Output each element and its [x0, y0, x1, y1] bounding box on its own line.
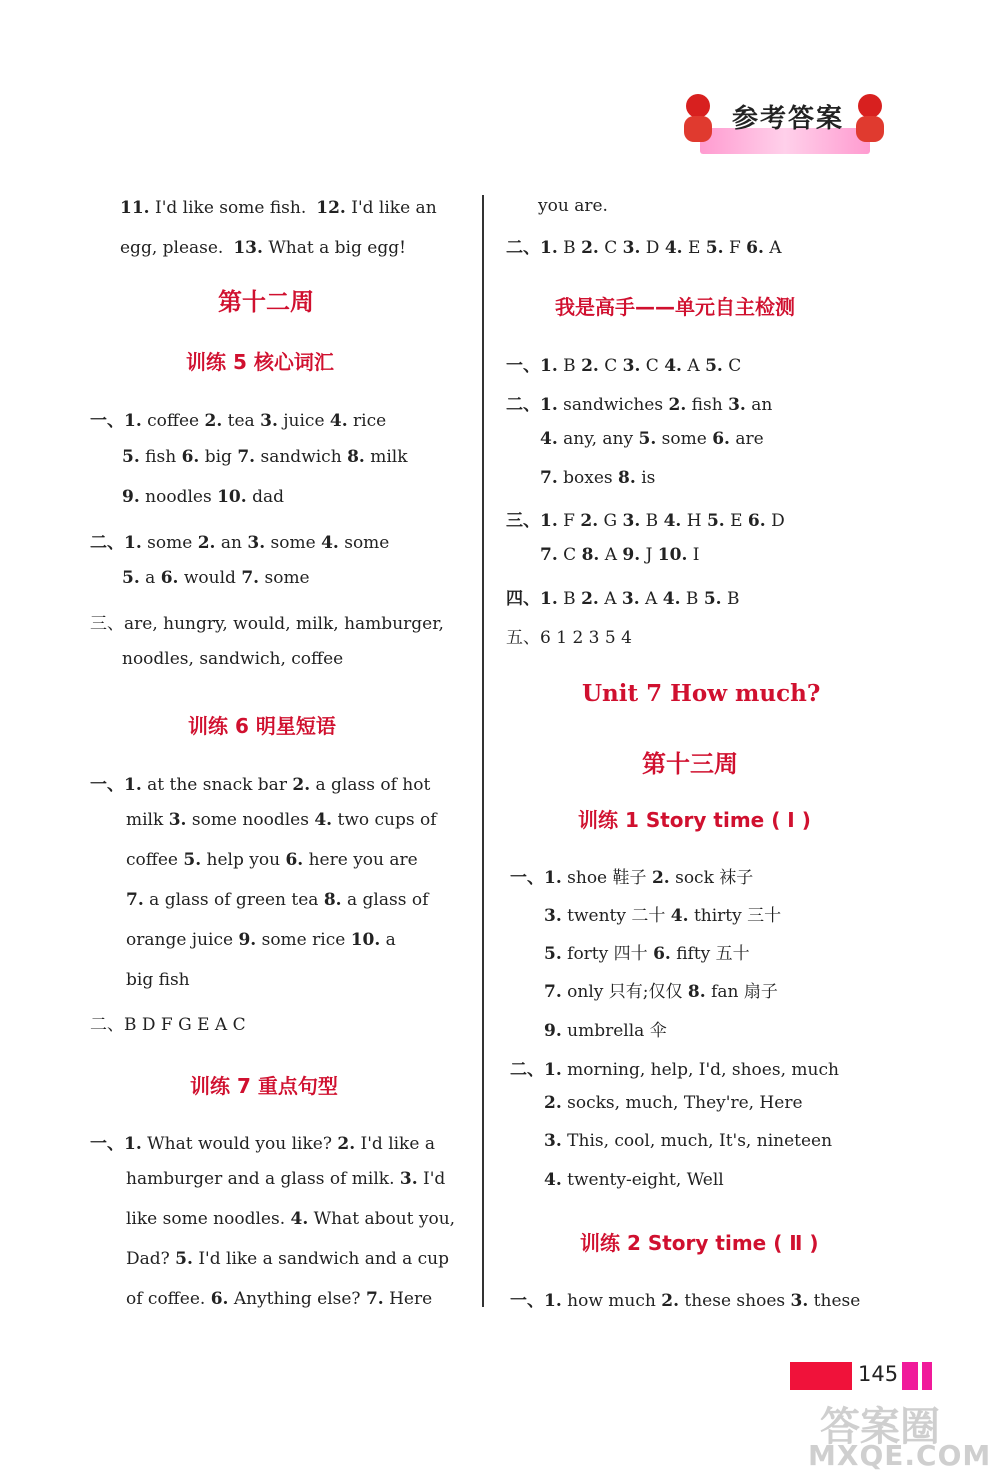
line: 一、1. What would you like? 2. I'd like a	[90, 1134, 435, 1154]
watermark-url: MXQE.COM	[808, 1439, 992, 1472]
page-number-bar-icon	[902, 1362, 918, 1390]
line: 7. only 只有;仅仅 8. fan 扇子	[544, 982, 778, 1002]
line: 5. forty 四十 6. fifty 五十	[544, 944, 750, 964]
line: 5. a 6. would 7. some	[122, 568, 310, 588]
mascot-right-icon	[852, 94, 888, 142]
section-heading: 我是高手——单元自主检测	[555, 295, 795, 319]
line: 9. umbrella 伞	[544, 1021, 667, 1041]
line: 3. twenty 二十 4. thirty 三十	[544, 906, 782, 926]
line: 四、1. B 2. A 3. A 4. B 5. B	[506, 589, 740, 609]
unit-heading: Unit 7 How much?	[582, 680, 821, 707]
line: 9. noodles 10. dad	[122, 487, 284, 507]
page-number-bar-icon	[790, 1362, 852, 1390]
line: egg, please. 13. What a big egg!	[120, 238, 406, 258]
line: you are.	[538, 196, 608, 216]
line: 一、1. coffee 2. tea 3. juice 4. rice	[90, 411, 387, 431]
section-heading: 训练 5 核心词汇	[186, 350, 334, 374]
line: orange juice 9. some rice 10. a	[126, 930, 396, 950]
watermark-text: 答案圈	[820, 1404, 940, 1450]
line: 11. I'd like some fish. 12. I'd like an	[120, 198, 437, 218]
line: 2. socks, much, They're, Here	[544, 1093, 803, 1113]
line: 二、1. morning, help, I'd, shoes, much	[510, 1060, 839, 1080]
header-title: 参考答案	[732, 104, 845, 134]
mascot-left-icon	[680, 94, 716, 142]
column-divider	[482, 195, 484, 1307]
line: 一、1. B 2. C 3. C 4. A 5. C	[506, 356, 742, 376]
answer-key-badge	[680, 92, 890, 164]
line: 7. a glass of green tea 8. a glass of	[126, 890, 429, 910]
line: 二、1. B 2. C 3. D 4. E 5. F 6. A	[506, 238, 782, 258]
line: big fish	[126, 970, 190, 990]
line: 二、1. some 2. an 3. some 4. some	[90, 533, 390, 553]
line: Dad? 5. I'd like a sandwich and a cup	[126, 1249, 449, 1269]
line: 三、are, hungry, would, milk, hamburger,	[90, 614, 444, 634]
line: 3. This, cool, much, It's, nineteen	[544, 1131, 833, 1151]
section-heading: 训练 6 明星短语	[188, 714, 336, 738]
line: 三、1. F 2. G 3. B 4. H 5. E 6. D	[506, 511, 785, 531]
section-heading: 训练 2 Story time ( Ⅱ )	[580, 1231, 819, 1255]
line: 二、B D F G E A C	[90, 1015, 246, 1035]
line: 二、1. sandwiches 2. fish 3. an	[506, 395, 773, 415]
line: 一、1. shoe 鞋子 2. sock 袜子	[510, 868, 754, 888]
line: 一、1. at the snack bar 2. a glass of hot	[90, 775, 431, 795]
line: coffee 5. help you 6. here you are	[126, 850, 418, 870]
section-heading: 训练 7 重点句型	[190, 1074, 338, 1098]
line: 4. any, any 5. some 6. are	[540, 429, 764, 449]
line: noodles, sandwich, coffee	[122, 649, 344, 669]
line: 7. boxes 8. is	[540, 468, 656, 488]
line: of coffee. 6. Anything else? 7. Here	[126, 1289, 433, 1309]
line: milk 3. some noodles 4. two cups of	[126, 810, 437, 830]
line: 7. C 8. A 9. J 10. I	[540, 545, 700, 565]
page-number-bar-icon	[922, 1362, 932, 1390]
watermark-logo	[800, 1395, 992, 1472]
line: 五、6 1 2 3 5 4	[506, 628, 632, 648]
page-number: 145	[858, 1362, 899, 1386]
section-heading: 训练 1 Story time ( Ⅰ )	[578, 808, 811, 832]
week-heading: 第十二周	[218, 288, 314, 316]
week-heading: 第十三周	[642, 750, 738, 778]
line: 4. twenty-eight, Well	[544, 1170, 724, 1190]
line: like some noodles. 4. What about you,	[126, 1209, 456, 1229]
line: hamburger and a glass of milk. 3. I'd	[126, 1169, 446, 1189]
line: 5. fish 6. big 7. sandwich 8. milk	[122, 447, 408, 467]
line: 一、1. how much 2. these shoes 3. these	[510, 1291, 861, 1311]
